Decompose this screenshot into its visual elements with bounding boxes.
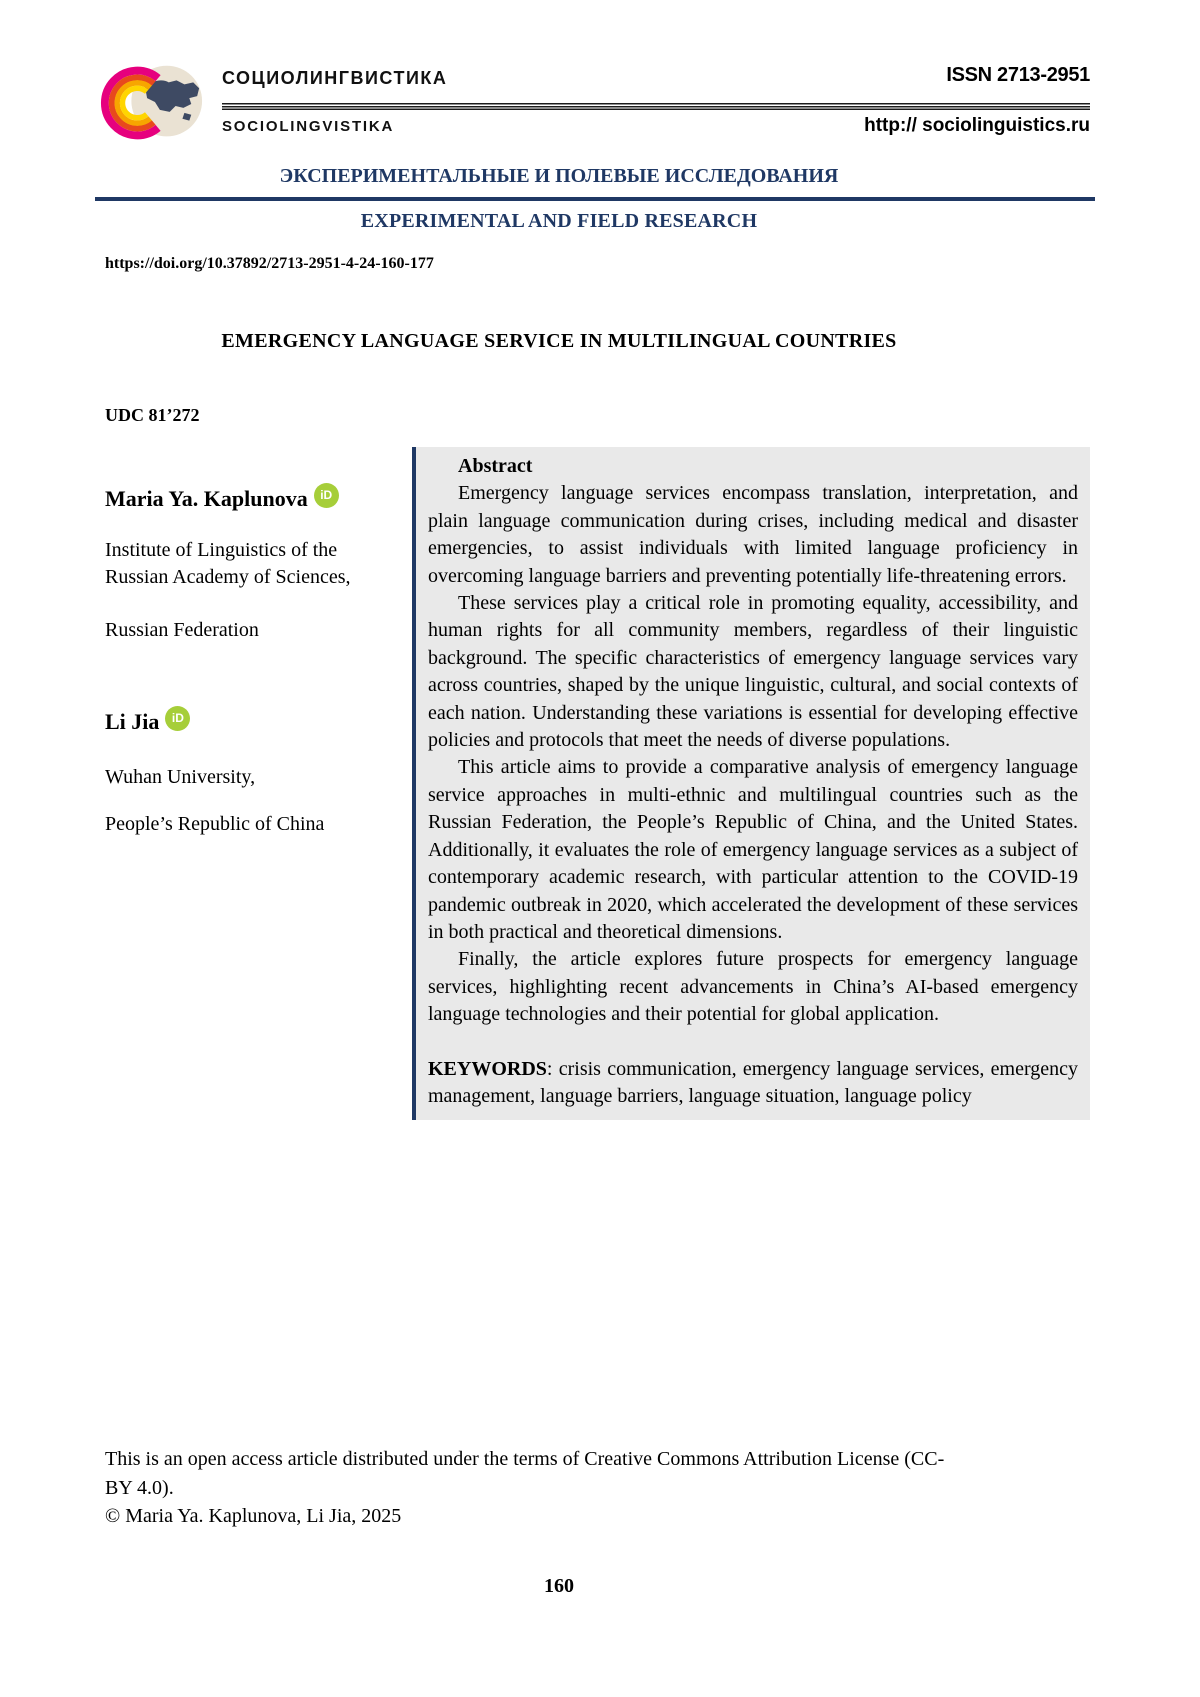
keywords-paragraph — [428, 1056, 1078, 1111]
article-title: EMERGENCY LANGUAGE SERVICE IN MULTILINGUAL COUNTRIES — [221, 330, 897, 352]
author-name-text: Maria Ya. Kaplunova — [105, 486, 308, 511]
author-country: People’s Republic of China — [105, 813, 325, 835]
license-block — [105, 1445, 950, 1531]
author-name-text: Li Jia — [105, 709, 160, 734]
page-number: 160 — [544, 1575, 574, 1597]
doi-link[interactable]: https://doi.org/10.37892/2713-2951-4-24-160-177 — [105, 255, 434, 272]
author-column — [105, 402, 377, 838]
journal-name-russian: СОЦИОЛИНГВИСТИКА — [222, 68, 448, 88]
author-name — [105, 708, 377, 738]
udc-label: UDC 81’272 — [105, 405, 200, 425]
license-text: This is an open access article distributed under the terms of Creative Commons Attribution License (CC-BY 4.0). — [105, 1448, 945, 1499]
abstract-heading: Abstract — [458, 455, 533, 477]
orcid-icon[interactable]: iD — [165, 706, 190, 731]
abstract-paragraph: Finally, the article explores future prospects for emergency language services, highlighting recent advancements in China’s AI-based emergency language technologies and their potential for global application. — [428, 948, 1078, 1026]
author-affiliation: Institute of Linguistics of the Russian Academy of Sciences, — [105, 539, 351, 588]
abstract-paragraph: These services play a critical role in promoting equality, accessibility, and human rights for all community members, regardless of their linguistic background. The specific characteristics of emergency language services vary across countries, shaped by the unique linguistic, cultural, and social contexts of each nation. Understanding these variations is essential for developing effective policies and protocols that meet the needs of diverse populations. — [428, 592, 1078, 752]
journal-logo-icon — [98, 56, 206, 150]
abstract-box — [412, 447, 1090, 1120]
keywords-label: KEYWORDS — [428, 1057, 547, 1080]
section-title-russian: ЭКСПЕРИМЕНТАЛЬНЫЕ И ПОЛЕВЫЕ ИССЛЕДОВАНИЯ — [279, 165, 839, 187]
orcid-icon[interactable]: iD — [314, 483, 339, 508]
author-name — [105, 485, 377, 515]
author-country: Russian Federation — [105, 619, 259, 641]
abstract-paragraph: This article aims to provide a comparative analysis of emergency language service approaches in multi-ethnic and multilingual countries such as the Russian Federation, the People’s Republic of China, and the United States. Additionally, it evaluates the role of emergency language services as a subject of contemporary academic research, with particular attention to the COVID-19 pandemic outbreak in 2020, which accelerated the development of these services in both practical and theoretical dimensions. — [428, 756, 1078, 943]
journal-name-transliterated: SOCIOLINGVISTIKA — [222, 118, 395, 135]
keywords-text: : crisis communication, emergency language services, emergency management, language barriers, language situation, language policy — [428, 1057, 1078, 1107]
journal-website-link[interactable]: http:// sociolinguistics.ru — [864, 115, 1090, 136]
copyright-text: © Maria Ya. Kaplunova, Li Jia, 2025 — [105, 1505, 402, 1527]
header-double-rule — [222, 103, 1090, 110]
abstract-paragraph: Emergency language services encompass translation, interpretation, and plain language communication during crises, including medical and disaster emergencies, to assist individuals with limited language proficiency in overcoming language barriers and preventing potentially life-threatening errors. — [428, 482, 1078, 587]
issn-label: ISSN 2713-2951 — [946, 64, 1090, 86]
author-affiliation: Wuhan University, — [105, 766, 256, 788]
section-title-english: EXPERIMENTAL AND FIELD RESEARCH — [360, 210, 758, 232]
section-divider-rule — [95, 197, 1095, 201]
